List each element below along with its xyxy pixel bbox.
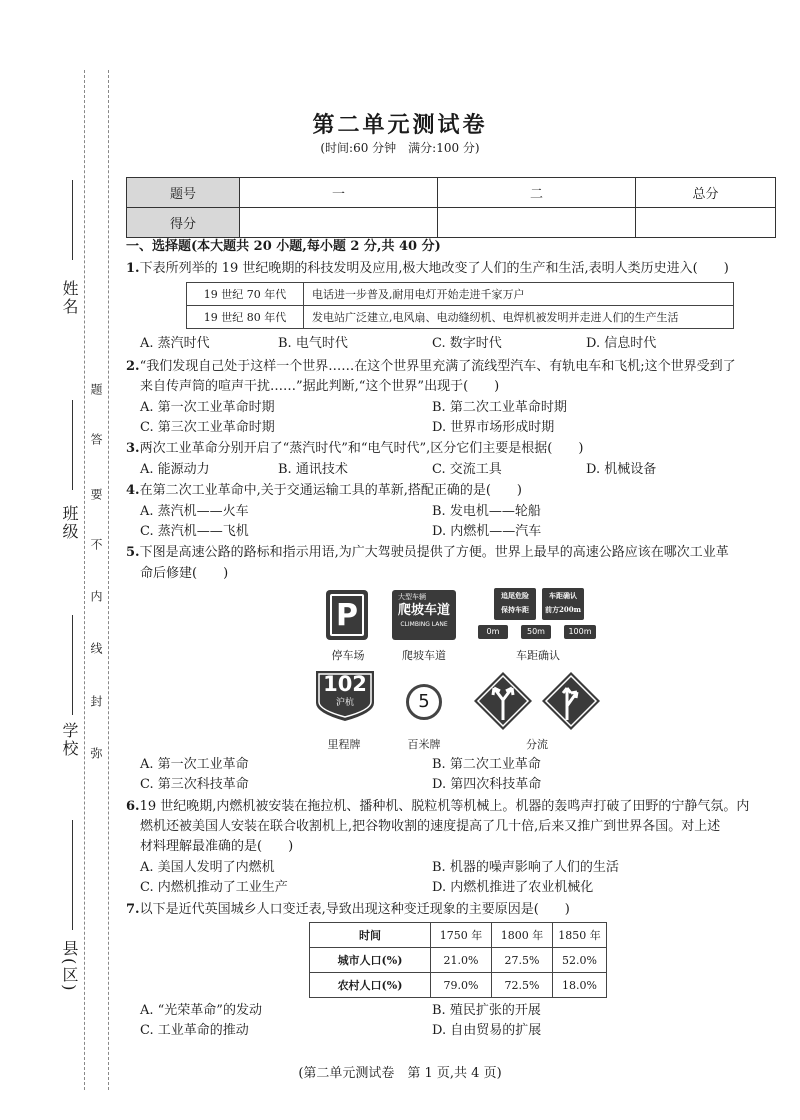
seal-char: 内 <box>89 590 103 602</box>
q1-table <box>186 282 734 329</box>
option-a[interactable]: A. 第一次工业革命 <box>140 757 249 772</box>
option-a[interactable]: A. “光荣革命”的发动 <box>140 1003 262 1018</box>
option-b[interactable]: B. 第二次工业革命时期 <box>432 400 567 415</box>
question-6 <box>126 796 786 817</box>
score-label-cell: 得分 <box>127 208 240 238</box>
seal-char: 线 <box>89 642 103 654</box>
option-d[interactable]: D. 第四次科技革命 <box>432 777 542 792</box>
option-b[interactable]: B. 通讯技术 <box>278 462 348 477</box>
sign-caption: 爬坡车道 <box>402 649 446 662</box>
option-d[interactable]: D. 机械设备 <box>586 462 657 477</box>
question-number: 2. <box>126 359 140 374</box>
climb-english-text: CLIMBING LANE <box>400 621 448 628</box>
question-text: 下图是高速公路的路标和指示用语,为广大驾驶员提供了方便。世界上最早的高速公路应该在哪次工业革 <box>139 545 729 560</box>
class-label: 班级 <box>60 505 79 541</box>
binding-line-left <box>84 70 85 1090</box>
seal-char: 不 <box>89 538 103 550</box>
question-text-cont: 材料理解最准确的是( ) <box>140 839 294 854</box>
question-text: “我们发现自己处于这样一个世界……在这个世界里充满了流线型汽车、有轨电车和飞机;这个世界受到了 <box>139 359 736 374</box>
question-3 <box>126 438 786 459</box>
table-cell: 19 世纪 80 年代 <box>187 306 304 329</box>
table-cell: 发电站广泛建立,电风扇、电动缝纫机、电焊机被发明并走进人们的生产生活 <box>304 306 734 329</box>
name-label: 姓名 <box>60 280 79 316</box>
question-4 <box>126 480 786 501</box>
score-input-cell[interactable] <box>636 208 776 238</box>
table-header-cell: 1850 年 <box>553 923 607 948</box>
table-cell: 79.0% <box>431 973 492 998</box>
option-b[interactable]: B. 殖民扩张的开展 <box>432 1003 541 1018</box>
option-c[interactable]: C. 内燃机推动了工业生产 <box>140 880 288 895</box>
route-number: 102 <box>323 672 367 696</box>
option-a[interactable]: A. 第一次工业革命时期 <box>140 400 275 415</box>
route-name: 沪杭 <box>335 698 354 708</box>
table-header-cell: 时间 <box>310 923 431 948</box>
option-c[interactable]: C. 第三次工业革命时期 <box>140 420 275 435</box>
option-a[interactable]: A. 能源动力 <box>140 462 210 477</box>
warning-text: 前方200m <box>544 605 582 614</box>
question-2 <box>126 356 786 377</box>
sign-caption: 里程牌 <box>327 738 361 751</box>
page-footer: (第二单元测试卷 第 1 页,共 4 页) <box>298 1066 502 1081</box>
parking-letter: P <box>330 594 364 636</box>
seal-char: 封 <box>89 695 103 707</box>
question-text: 下表所列举的 19 世纪晚期的科技发明及应用,极大地改变了人们的生产和生活,表明人类历史进入( ) <box>139 261 729 276</box>
option-c[interactable]: C. 交流工具 <box>432 462 502 477</box>
option-b[interactable]: B. 电气时代 <box>278 336 348 351</box>
seal-char: 答 <box>89 433 103 445</box>
population-table <box>309 922 607 998</box>
diverge-sign-icon <box>472 670 534 732</box>
question-text: 以下是近代英国城乡人口变迁表,导致出现这种变迁现象的主要原因是( ) <box>139 902 570 917</box>
table-cell: 72.5% <box>492 973 553 998</box>
table-header-cell: 1750 年 <box>431 923 492 948</box>
score-header-cell: 一 <box>240 178 438 208</box>
question-7 <box>126 899 786 920</box>
table-header-cell: 1800 年 <box>492 923 553 948</box>
climb-small-text: 大型车辆 <box>398 593 426 601</box>
option-b[interactable]: B. 第二次工业革命 <box>432 757 541 772</box>
score-header-cell: 二 <box>438 178 636 208</box>
class-underline <box>72 400 73 490</box>
table-cell: 电话进一步普及,耐用电灯开始走进千家万户 <box>304 283 734 306</box>
distance-marker: 0m <box>478 625 508 639</box>
option-d[interactable]: D. 自由贸易的扩展 <box>432 1023 542 1038</box>
option-a[interactable]: A. 蒸汽时代 <box>140 336 210 351</box>
table-cell: 18.0% <box>553 973 607 998</box>
score-input-cell[interactable] <box>240 208 438 238</box>
table-cell: 21.0% <box>431 948 492 973</box>
seal-char: 题 <box>89 383 103 395</box>
option-d[interactable]: D. 内燃机推进了农业机械化 <box>432 880 594 895</box>
parking-sign <box>326 590 368 640</box>
question-5 <box>126 542 786 563</box>
question-text: 19 世纪晚期,内燃机被安装在拖拉机、播种机、脱粒机等机械上。机器的轰鸣声打破了田野的宁静气氛。内 <box>139 799 750 814</box>
climb-main-text: 爬坡车道 <box>397 603 450 618</box>
distance-marker: 100m <box>564 625 596 639</box>
section-heading: 一、选择题(本大题共 20 小题,每小题 2 分,共 40 分) <box>126 239 441 254</box>
binding-line-right <box>108 70 109 1090</box>
sign-caption: 分流 <box>526 738 548 751</box>
question-number: 4. <box>126 483 140 498</box>
question-text-cont: 命后修建( ) <box>140 566 229 581</box>
option-d[interactable]: D. 内燃机——汽车 <box>432 524 542 539</box>
distance-marker: 50m <box>521 625 551 639</box>
option-a[interactable]: A. 美国人发明了内燃机 <box>140 860 275 875</box>
hundred-meter-marker: 5 <box>406 684 442 720</box>
option-c[interactable]: C. 数字时代 <box>432 336 502 351</box>
warning-text: 保持车距 <box>501 605 529 614</box>
name-underline <box>72 180 73 260</box>
question-1 <box>126 258 786 279</box>
option-b[interactable]: B. 机器的噪声影响了人们的生活 <box>432 860 619 875</box>
option-c[interactable]: C. 工业革命的推动 <box>140 1023 249 1038</box>
question-number: 3. <box>126 441 140 456</box>
question-number: 7. <box>126 902 140 917</box>
table-cell: 27.5% <box>492 948 553 973</box>
table-row-label: 城市人口(%) <box>310 948 431 973</box>
climbing-lane-sign <box>392 590 456 640</box>
table-row-label: 农村人口(%) <box>310 973 431 998</box>
question-text-cont: 燃机还被美国人安装在联合收割机上,把谷物收割的速度提高了几十倍,后来又推广到世界各国。对上述 <box>140 819 721 834</box>
option-d[interactable]: D. 世界市场形成时期 <box>432 420 555 435</box>
distance-confirm-sign <box>542 588 584 620</box>
question-text-cont: 来自传声筒的喧声干扰……”据此判断,“这个世界”出现于( ) <box>140 379 500 394</box>
question-number: 5. <box>126 545 140 560</box>
option-a[interactable]: A. 蒸汽机——火车 <box>140 504 249 519</box>
table-cell: 19 世纪 70 年代 <box>187 283 304 306</box>
score-input-cell[interactable] <box>438 208 636 238</box>
option-c[interactable]: C. 蒸汽机——飞机 <box>140 524 249 539</box>
score-table <box>126 177 776 238</box>
question-number: 6. <box>126 799 140 814</box>
option-b[interactable]: B. 发电机——轮船 <box>432 504 541 519</box>
warning-text: 追尾危险 <box>501 591 529 600</box>
seal-char: 要 <box>89 488 103 500</box>
rear-end-warning-sign <box>494 588 536 620</box>
page-subtitle: (时间:60 分钟 满分:100 分) <box>320 141 480 155</box>
sign-caption: 车距确认 <box>516 649 560 662</box>
question-text: 两次工业革命分别开启了“蒸汽时代”和“电气时代”,区分它们主要是根据( ) <box>139 441 584 456</box>
table-cell: 52.0% <box>553 948 607 973</box>
question-number: 1. <box>126 261 140 276</box>
page-title: 第二单元测试卷 <box>312 112 488 138</box>
seal-char: 弥 <box>89 747 103 759</box>
sign-caption: 百米牌 <box>407 738 441 751</box>
question-text: 在第二次工业革命中,关于交通运输工具的革新,搭配正确的是( ) <box>139 483 522 498</box>
diverge-sign-icon <box>540 670 602 732</box>
score-header-cell: 总分 <box>636 178 776 208</box>
county-label: 县(区) <box>60 940 79 993</box>
school-label: 学校 <box>60 722 79 758</box>
option-d[interactable]: D. 信息时代 <box>586 336 657 351</box>
county-underline <box>72 820 73 930</box>
score-header-cell: 题号 <box>127 178 240 208</box>
sign-caption: 停车场 <box>331 649 365 662</box>
option-c[interactable]: C. 第三次科技革命 <box>140 777 249 792</box>
school-underline <box>72 615 73 715</box>
warning-text: 车距确认 <box>549 591 577 600</box>
